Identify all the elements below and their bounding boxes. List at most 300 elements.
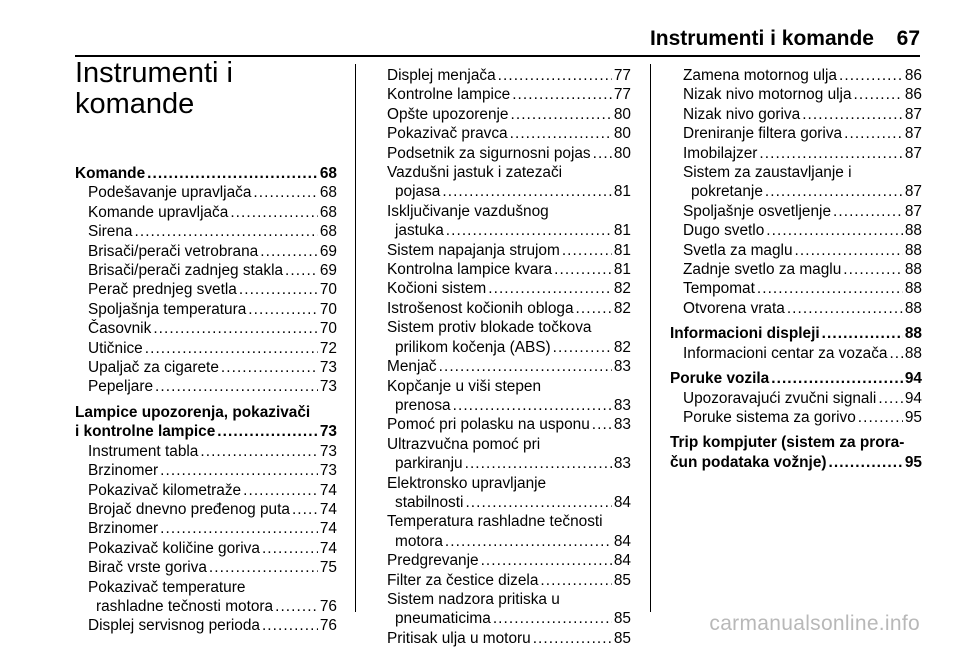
toc-entry-label: Filter za čestice dizela: [387, 571, 539, 589]
toc-entry-page: 81: [613, 261, 631, 279]
toc-entry: [670, 105, 922, 124]
toc-entry-label: Podešavanje upravljača: [88, 184, 252, 202]
toc-entry-page: 88: [904, 222, 922, 240]
toc-entry-row: [374, 221, 631, 240]
toc-entry-page: 86: [904, 67, 922, 84]
toc-entry: [75, 203, 337, 222]
toc-entry: [374, 163, 631, 202]
toc-entry-row: [75, 261, 337, 280]
toc-entry-row: [75, 442, 337, 461]
toc-entry-row: [670, 299, 922, 318]
toc-column-3: [670, 66, 922, 472]
toc-entry-row: [75, 339, 337, 358]
toc-leader-dots: [262, 539, 318, 558]
chapter-title: [75, 58, 337, 120]
toc-entry-row: [75, 183, 337, 202]
toc-leader-dots: [562, 241, 612, 260]
toc-entry-label: Instrument tabla: [88, 442, 199, 460]
toc-entry: [374, 299, 631, 318]
toc-entry-label: Displej servisnog perioda: [88, 617, 260, 635]
toc-entry-row: [374, 493, 631, 512]
toc-entry-label: pojasa: [395, 183, 441, 201]
toc-entry-label: Utičnice: [88, 339, 143, 357]
toc-leader-dots: [453, 396, 612, 415]
toc-entry-row: [374, 338, 631, 357]
toc-leader-dots: [285, 261, 318, 280]
toc-entry-label: Istrošenost kočionih obloga: [387, 299, 574, 317]
toc-entry: [670, 66, 922, 85]
toc-entry-page: 94: [904, 389, 922, 407]
page-header: [0, 0, 960, 56]
toc-entry: [374, 105, 631, 124]
toc-entry-row: [374, 532, 631, 551]
toc-leader-dots: [511, 105, 612, 124]
toc-entry-label: Informacioni displeji: [670, 325, 820, 343]
toc-entry-label: Dreniranje filtera goriva: [683, 125, 843, 143]
toc-entry-line: Trip kompjuter (sistem za prora-: [670, 434, 905, 452]
toc-entry-page: 88: [904, 280, 922, 298]
toc-entry-label: Časovnik: [88, 320, 152, 338]
toc-entry: [374, 512, 631, 551]
toc-entry-label: Podsetnik za sigurnosni pojas: [387, 144, 591, 162]
toc-entry-label: Nizak nivo goriva: [683, 105, 801, 123]
toc-entry: [374, 435, 631, 474]
toc-leader-dots: [209, 558, 318, 577]
toc-entry-row: [75, 500, 337, 519]
toc-entry: [374, 260, 631, 279]
running-header-title: Instrumenti i komande: [649, 27, 874, 50]
toc-entry-page: 87: [904, 105, 922, 123]
toc-entry-label: stabilnosti: [395, 493, 464, 511]
toc-entry-page: 82: [613, 299, 631, 317]
toc-leader-dots: [243, 481, 318, 500]
toc-entry-page: 88: [904, 299, 922, 317]
toc-leader-dots: [592, 415, 612, 434]
toc-entry-row: [75, 319, 337, 338]
toc-section: [75, 403, 337, 442]
toc-section: [670, 369, 922, 388]
toc-entry: [75, 183, 337, 202]
toc-entry-row: [670, 66, 922, 85]
toc-entry: [374, 124, 631, 143]
toc-leader-dots: [160, 461, 318, 480]
toc-entry-row: [374, 182, 631, 201]
toc-leader-dots: [771, 369, 903, 388]
toc-entry: [670, 408, 922, 427]
toc-entry-label: Brojač dnevno pređenog puta: [88, 500, 290, 518]
toc-entry: [75, 500, 337, 519]
toc-leader-dots: [833, 202, 903, 221]
toc-entry: [75, 461, 337, 480]
toc-entry-label: Komande upravljača: [88, 203, 229, 221]
toc-entry: [374, 241, 631, 260]
toc-entry-label: Sistem napajanja strujom: [387, 241, 560, 259]
toc-leader-dots: [510, 124, 612, 143]
toc-entry-label: parkiranju: [395, 455, 463, 473]
toc-entry: [374, 66, 631, 85]
watermark: carmanualsonline.info: [709, 612, 920, 635]
toc-entry-page: 95: [904, 453, 922, 471]
toc-entry-row: [374, 279, 631, 298]
toc-entry-label: Birač vrste goriva: [88, 559, 207, 577]
toc-entry: [374, 551, 631, 570]
toc-entry-label: Komande: [75, 165, 146, 182]
toc-entry-label: Pritisak ulja u motoru: [387, 629, 531, 647]
toc-entry-label: Perač prednjeg svetla: [88, 281, 237, 299]
toc-entry-label: Brzinomer: [88, 520, 159, 538]
toc-entry: [670, 85, 922, 104]
toc-entry-line: Temperatura rashladne tečnosti: [387, 513, 603, 531]
toc-entry: [75, 300, 337, 319]
toc-entry-row: [374, 260, 631, 279]
toc-entry-row: [670, 324, 922, 343]
toc-entry-row: [374, 241, 631, 260]
toc-entry: [75, 280, 337, 299]
toc-leader-dots: [795, 241, 903, 260]
toc-entry-line: Sistem za zaustavljanje i: [683, 164, 852, 182]
toc-leader-dots: [854, 85, 903, 104]
column-divider-2: [650, 64, 651, 612]
toc-leader-dots: [576, 299, 612, 318]
toc-entry-page: 73: [319, 462, 337, 480]
toc-entry-page: 82: [613, 280, 631, 298]
toc-entry-row: [75, 222, 337, 241]
toc-leader-dots: [540, 571, 611, 590]
toc-entry-row: [75, 358, 337, 377]
toc-entry-line: Pokazivač temperature: [88, 578, 246, 596]
toc-section: [75, 164, 337, 183]
toc-leader-dots: [757, 279, 903, 298]
toc-entry-page: 82: [613, 338, 631, 356]
toc-leader-dots: [759, 144, 902, 163]
toc-entry-row: [374, 124, 631, 143]
toc-entry-label: Brzinomer: [88, 462, 159, 480]
toc-leader-dots: [446, 221, 612, 240]
toc-entry-row: [75, 242, 337, 261]
toc-entry-page: 74: [319, 539, 337, 557]
toc-entry-page: 83: [613, 358, 631, 376]
toc-entry-page: 84: [613, 493, 631, 511]
toc-list-2: [374, 66, 631, 648]
toc-leader-dots: [160, 519, 318, 538]
toc-entry: [670, 124, 922, 143]
chapter-title-line-1: Instrumenti i: [75, 57, 233, 89]
toc-leader-dots: [889, 344, 902, 363]
toc-leader-dots: [439, 357, 612, 376]
toc-entry-page: 69: [319, 262, 337, 280]
toc-entry-label: Spoljašnja temperatura: [88, 300, 247, 318]
toc-entry: [75, 222, 337, 241]
toc-entry-label: Poruke vozila: [670, 370, 770, 388]
toc-entry-page: 87: [904, 144, 922, 162]
toc-leader-dots: [442, 182, 612, 201]
toc-leader-dots: [787, 299, 903, 318]
toc-entry: [670, 344, 922, 363]
toc-entry-page: 74: [319, 481, 337, 499]
toc-entry: [374, 415, 631, 434]
toc-entry-label: Brisači/perači vetrobrana: [88, 242, 259, 260]
toc-entry-row: [374, 551, 631, 570]
toc-entry-page: 88: [904, 241, 922, 259]
toc-leader-dots: [839, 66, 903, 85]
toc-entry-page: 87: [904, 202, 922, 220]
toc-entry: [75, 481, 337, 500]
toc-leader-dots: [858, 408, 903, 427]
column-divider-1: [355, 64, 356, 612]
toc-column-1: [75, 58, 337, 636]
toc-entry-page: 83: [613, 416, 631, 434]
toc-list-3: [670, 66, 922, 472]
toc-entry: [670, 202, 922, 221]
toc-entry: [374, 377, 631, 416]
toc-entry-page: 70: [319, 300, 337, 318]
toc-entry-row: [374, 299, 631, 318]
toc-leader-dots: [878, 389, 903, 408]
toc-entry: [374, 318, 631, 357]
toc-entry-line: Kopčanje u viši stepen: [387, 377, 542, 395]
toc-entry-label: Tempomat: [683, 280, 755, 298]
toc-entry-row: [670, 408, 922, 427]
toc-entry-label: Zadnje svetlo za maglu: [683, 261, 842, 279]
toc-entry: [670, 279, 922, 298]
toc-entry-label: Kočioni sistem: [387, 280, 487, 298]
toc-entry-page: 88: [904, 344, 922, 362]
toc-entry: [670, 221, 922, 240]
toc-entry-row: [374, 396, 631, 415]
toc-entry-row: [374, 357, 631, 376]
toc-entry-line: Sistem nadzora pritiska u: [387, 590, 560, 608]
toc-entry-label: Kontrolne lampice: [387, 86, 511, 104]
toc-entry-row: [75, 280, 337, 299]
toc-entry-page: 81: [613, 241, 631, 259]
toc-leader-dots: [153, 319, 318, 338]
toc-entry-row: [670, 105, 922, 124]
toc-entry-row: [75, 481, 337, 500]
toc-entry-page: 80: [613, 105, 631, 123]
toc-leader-dots: [145, 339, 318, 358]
toc-leader-dots: [260, 242, 318, 261]
toc-entry-row: [670, 202, 922, 221]
toc-leader-dots: [765, 182, 903, 201]
toc-entry-row: [670, 260, 922, 279]
toc-entry: [75, 519, 337, 538]
toc-entry: [670, 144, 922, 163]
toc-entry-label: Dugo svetlo: [683, 222, 765, 240]
toc-leader-dots: [292, 500, 318, 519]
toc-entry-page: 80: [613, 125, 631, 143]
toc-entry-row: [374, 105, 631, 124]
toc-entry: [374, 202, 631, 241]
toc-entry-label: Pomoć pri polasku na usponu: [387, 416, 590, 434]
toc-entry-page: 73: [319, 378, 337, 396]
toc-entry: [75, 377, 337, 396]
toc-entry-label: Sirena: [88, 223, 133, 241]
toc-entry-page: 73: [319, 442, 337, 460]
toc-leader-dots: [465, 493, 611, 512]
toc-leader-dots: [843, 260, 903, 279]
toc-entry-row: [670, 389, 922, 408]
toc-leader-dots: [822, 324, 903, 343]
toc-entry: [374, 571, 631, 590]
toc-entry-line: Isključivanje vazdušnog: [387, 202, 549, 220]
toc-leader-dots: [481, 551, 612, 570]
toc-entry: [75, 539, 337, 558]
toc-entry-page: 77: [613, 86, 631, 104]
toc-entry-label: pneumaticima: [395, 610, 491, 628]
toc-entry-row: [374, 144, 631, 163]
toc-entry-row: [75, 164, 337, 183]
toc-entry-label: Poruke sistema za gorivo: [683, 408, 856, 426]
toc-leader-dots: [253, 183, 317, 202]
toc-entry: [75, 558, 337, 577]
toc-entry-page: 69: [319, 242, 337, 260]
toc-entry-label: Upaljač za cigarete: [88, 359, 219, 377]
toc-leader-dots: [155, 377, 318, 396]
toc-entry-page: 76: [319, 597, 337, 615]
toc-entry-page: 86: [904, 86, 922, 104]
toc-leader-dots: [221, 358, 318, 377]
toc-column-2: [374, 66, 631, 648]
toc-entry-row: [374, 571, 631, 590]
toc-entry: [670, 241, 922, 260]
toc-entry-row: [670, 241, 922, 260]
toc-entry-label: Upozoravajući zvučni signali: [683, 389, 877, 407]
toc-entry-row: [670, 85, 922, 104]
toc-entry-row: [75, 461, 337, 480]
toc-entry-page: 84: [613, 532, 631, 550]
toc-leader-dots: [445, 532, 612, 551]
toc-entry-page: 85: [613, 610, 631, 628]
toc-entry-row: [670, 279, 922, 298]
toc-leader-dots: [200, 442, 318, 461]
toc-entry-label: Imobilajzer: [683, 144, 758, 162]
toc-leader-dots: [217, 422, 318, 441]
toc-entry-label: Spoljašnje osvetljenje: [683, 202, 832, 220]
toc-entry-line: Ultrazvučna pomoć pri: [387, 435, 541, 453]
toc-leader-dots: [512, 85, 612, 104]
toc-entry-label: Svetla za maglu: [683, 241, 793, 259]
toc-entry-page: 76: [319, 617, 337, 635]
toc-entry: [374, 357, 631, 376]
toc-entry-label: Kontrolna lampice kvara: [387, 261, 553, 279]
toc-entry-page: 68: [319, 165, 337, 182]
toc-entry-row: [75, 422, 337, 441]
toc-entry-label: rashladne tečnosti motora: [96, 597, 274, 615]
toc-entry-page: 73: [319, 423, 337, 441]
toc-entry-page: 87: [904, 125, 922, 143]
toc-entry-page: 95: [904, 408, 922, 426]
toc-entry: [75, 242, 337, 261]
toc-entry-page: 94: [904, 370, 922, 388]
toc-leader-dots: [239, 280, 318, 299]
toc-entry: [75, 442, 337, 461]
toc-entry-page: 88: [904, 325, 922, 343]
toc-entry-page: 70: [319, 320, 337, 338]
page-footer: [0, 612, 960, 642]
toc-leader-dots: [230, 203, 318, 222]
toc-leader-dots: [147, 164, 318, 183]
toc-entry-label: Otvorena vrata: [683, 299, 785, 317]
toc-entry-page: 84: [613, 552, 631, 570]
toc-entry: [670, 389, 922, 408]
toc-entry-page: 83: [613, 455, 631, 473]
toc-entry-label: motora: [395, 532, 443, 550]
toc-entry-page: 81: [613, 222, 631, 240]
toc-entry: [75, 339, 337, 358]
page-number: 67: [896, 27, 920, 50]
toc-entry-row: [670, 344, 922, 363]
toc-entry-page: 85: [613, 571, 631, 589]
toc-entry-label: prilikom kočenja (ABS): [395, 338, 551, 356]
toc-entry-label: prenosa: [395, 396, 451, 414]
toc-entry-page: 74: [319, 500, 337, 518]
toc-entry-page: 70: [319, 281, 337, 299]
toc-entry-page: 80: [613, 144, 631, 162]
toc-entry: [374, 85, 631, 104]
toc-entry-row: [374, 415, 631, 434]
toc-entry-label: Brisači/perači zadnjeg stakla: [88, 262, 284, 280]
toc-entry: [374, 144, 631, 163]
toc-entry-page: 72: [319, 339, 337, 357]
toc-entry-label: Displej menjača: [387, 67, 496, 84]
toc-entry-row: [75, 539, 337, 558]
toc-entry-row: [374, 85, 631, 104]
toc-entry: [75, 578, 337, 617]
toc-leader-dots: [135, 222, 318, 241]
toc-entry-page: 68: [319, 203, 337, 221]
toc-entry-label: čun podataka vožnje): [670, 453, 827, 471]
toc-entry: [670, 299, 922, 318]
toc-entry: [75, 319, 337, 338]
toc-entry-page: 85: [613, 629, 631, 647]
toc-entry-row: [670, 453, 922, 472]
toc-entry-label: pokretanje: [691, 183, 763, 201]
toc-entry: [75, 358, 337, 377]
toc-entry-label: Pepeljare: [88, 378, 154, 396]
toc-entry-label: Nizak nivo motornog ulja: [683, 86, 852, 104]
toc-leader-dots: [554, 260, 612, 279]
toc-entry-page: 87: [904, 183, 922, 201]
toc-entry-page: 74: [319, 520, 337, 538]
toc-leader-dots: [498, 66, 612, 85]
toc-entry-row: [374, 454, 631, 473]
toc-entry-row: [670, 182, 922, 201]
toc-entry-page: 77: [613, 67, 631, 84]
toc-entry: [374, 279, 631, 298]
toc-leader-dots: [844, 124, 903, 143]
toc-entry-page: 73: [319, 359, 337, 377]
toc-entry-label: Informacioni centar za vozača: [683, 344, 888, 362]
toc-entry-page: 83: [613, 396, 631, 414]
toc-entry-line: Sistem protiv blokade točkova: [387, 319, 592, 337]
toc-entry-row: [75, 300, 337, 319]
toc-entry-label: Zamena motornog ulja: [683, 67, 837, 84]
toc-entry-row: [374, 66, 631, 85]
toc-entry-line: Elektronsko upravljanje: [387, 474, 547, 492]
toc-leader-dots: [766, 221, 903, 240]
toc-leader-dots: [802, 105, 903, 124]
toc-leader-dots: [593, 144, 612, 163]
toc-list-1: [75, 164, 337, 636]
toc-entry-row: [670, 124, 922, 143]
toc-entry: [374, 474, 631, 513]
toc-entry-row: [75, 203, 337, 222]
toc-entry-line: Lampice upozorenja, pokazivači: [75, 403, 311, 421]
toc-entry-row: [670, 221, 922, 240]
toc-entry-label: Menjač: [387, 358, 437, 376]
toc-entry: [75, 261, 337, 280]
toc-entry-page: 68: [319, 223, 337, 241]
